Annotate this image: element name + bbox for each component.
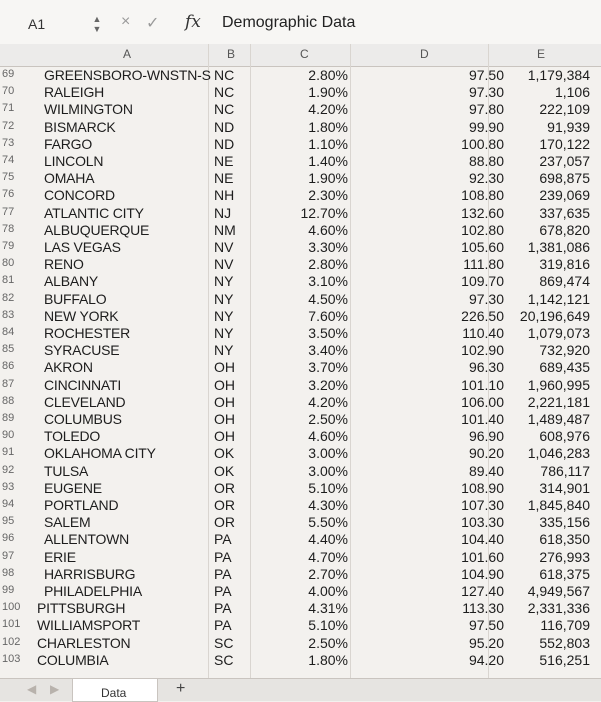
cell-state[interactable]: OR (214, 497, 235, 513)
table-row (0, 549, 601, 566)
cell-growth[interactable]: 3.00% (308, 462, 348, 479)
cell-index[interactable]: 101.10 (461, 376, 504, 393)
cell-population[interactable]: 20,196,649 (519, 307, 590, 324)
column-header-e[interactable]: E (537, 47, 546, 61)
cell-city[interactable]: LINCOLN (44, 153, 104, 169)
cell-growth[interactable]: 4.40% (308, 531, 348, 548)
cell-state[interactable]: PA (214, 565, 232, 582)
cell-population[interactable]: 552,803 (539, 634, 590, 651)
cell-growth[interactable]: 5.50% (308, 514, 348, 531)
cell-city[interactable]: LAS VEGAS (44, 239, 121, 255)
cell-growth[interactable]: 4.50% (308, 290, 348, 307)
cell-index[interactable]: 97.80 (468, 101, 504, 118)
cell-growth[interactable]: 5.10% (308, 479, 348, 496)
row-number[interactable]: 100 (2, 601, 21, 614)
row-number[interactable]: 75 (2, 171, 15, 184)
cell-index[interactable]: 102.80 (461, 221, 504, 238)
name-box[interactable]: A1 (28, 16, 46, 32)
cell-state[interactable]: NC (214, 101, 235, 118)
row-number[interactable]: 98 (2, 566, 15, 579)
cell-growth[interactable]: 1.90% (308, 84, 348, 101)
table-row (0, 342, 601, 359)
table-row (0, 359, 601, 376)
cell-population[interactable]: 1,489,487 (527, 411, 590, 427)
cell-city[interactable]: ALBANY (44, 273, 99, 290)
table-row (0, 291, 601, 308)
cell-state[interactable]: OH (214, 428, 235, 445)
cell-population[interactable]: 239,069 (539, 187, 590, 204)
cell-population[interactable]: 1,845,840 (527, 497, 590, 513)
table-row (0, 566, 601, 583)
cell-grid (0, 66, 601, 678)
row-number[interactable]: 71 (2, 102, 15, 115)
row-number[interactable]: 95 (2, 515, 15, 528)
row-number[interactable]: 89 (2, 412, 15, 424)
cell-state[interactable]: PA (214, 531, 232, 548)
cell-city[interactable]: SALEM (44, 514, 91, 531)
cell-city[interactable]: ALBUQUERQUE (44, 221, 150, 238)
table-row (0, 239, 601, 256)
cell-growth[interactable]: 4.60% (308, 428, 348, 445)
cell-city[interactable]: RENO (44, 256, 84, 273)
cell-growth[interactable]: 2.50% (308, 634, 348, 651)
table-row (0, 428, 601, 445)
cell-index[interactable]: 226.50 (461, 307, 504, 324)
cell-index[interactable]: 103.30 (461, 514, 504, 531)
row-number[interactable]: 72 (2, 119, 15, 132)
row-number[interactable]: 73 (2, 136, 15, 149)
cell-growth[interactable]: 3.00% (308, 445, 348, 462)
cell-state[interactable]: OH (214, 376, 235, 393)
cell-growth[interactable]: 3.20% (308, 376, 348, 393)
cell-state[interactable]: NV (214, 239, 234, 255)
cell-city[interactable]: OMAHA (44, 170, 95, 187)
row-number[interactable]: 81 (2, 274, 15, 287)
cell-city[interactable]: EUGENE (44, 479, 102, 496)
cell-state[interactable]: OR (214, 514, 235, 531)
cell-growth[interactable]: 2.50% (308, 411, 348, 427)
cell-population[interactable]: 2,221,181 (527, 393, 590, 410)
cell-state[interactable]: PA (214, 548, 232, 565)
cell-population[interactable]: 276,993 (539, 548, 590, 565)
cell-state[interactable]: OH (214, 393, 235, 410)
table-row (0, 514, 601, 531)
cell-city[interactable]: RALEIGH (44, 84, 105, 101)
cell-city[interactable]: PITTSBURGH (37, 600, 126, 617)
row-number[interactable]: 87 (2, 377, 15, 390)
cell-population[interactable]: 516,251 (539, 651, 590, 668)
cell-growth[interactable]: 4.20% (308, 101, 348, 118)
table-row (0, 617, 601, 634)
cell-city[interactable]: CINCINNATI (44, 376, 122, 393)
row-number[interactable]: 78 (2, 222, 15, 235)
cell-population[interactable]: 170,122 (539, 135, 590, 152)
cell-growth[interactable]: 3.30% (308, 239, 348, 255)
column-header-b[interactable]: B (227, 47, 236, 61)
table-row (0, 411, 601, 428)
row-number[interactable]: 102 (2, 635, 21, 648)
cell-city[interactable]: ALLENTOWN (44, 531, 130, 548)
column-header-c[interactable]: C (300, 47, 309, 61)
cell-index[interactable]: 95.20 (468, 634, 504, 651)
cell-population[interactable]: 314,901 (539, 479, 590, 496)
sheet-tab-label: Data (101, 686, 127, 700)
cell-index[interactable]: 97.50 (468, 67, 504, 83)
cell-state[interactable]: ND (214, 118, 235, 135)
cell-state[interactable]: NY (214, 307, 234, 324)
cell-state[interactable]: NY (214, 342, 234, 359)
row-number[interactable]: 74 (2, 154, 15, 166)
add-sheet-icon[interactable]: + (176, 680, 186, 697)
row-number[interactable]: 101 (2, 618, 21, 631)
cell-index[interactable]: 111.80 (463, 256, 504, 273)
row-number[interactable]: 90 (2, 429, 15, 442)
row-number[interactable]: 79 (2, 240, 15, 252)
cell-state[interactable]: NY (214, 325, 234, 341)
cell-state[interactable]: NY (214, 273, 234, 290)
row-number[interactable]: 77 (2, 205, 15, 218)
cell-city[interactable]: ATLANTIC CITY (44, 204, 144, 221)
cell-state[interactable]: OK (214, 445, 235, 462)
cell-growth[interactable]: 3.50% (308, 325, 348, 341)
row-number[interactable]: 84 (2, 326, 15, 338)
cell-population[interactable]: 1,179,384 (527, 67, 590, 83)
cell-index[interactable]: 92.30 (468, 170, 504, 187)
formula-input[interactable]: Demographic Data (222, 14, 356, 31)
name-box-stepper-icon[interactable]: ▲▼ (92, 14, 102, 34)
table-row (0, 101, 601, 118)
cell-population[interactable]: 319,816 (539, 256, 590, 273)
cell-population[interactable]: 91,939 (547, 118, 590, 135)
cell-growth[interactable]: 4.60% (308, 221, 348, 238)
cell-state[interactable]: NH (214, 187, 235, 204)
cell-growth[interactable]: 3.70% (308, 359, 348, 376)
cell-index[interactable]: 101.40 (461, 411, 504, 427)
table-row (0, 308, 601, 325)
table-row (0, 445, 601, 462)
cell-index[interactable]: 97.30 (468, 84, 504, 101)
cell-index[interactable]: 89.40 (468, 462, 504, 479)
cell-growth[interactable]: 1.80% (308, 651, 348, 668)
cell-city[interactable]: BUFFALO (44, 290, 107, 307)
cell-state[interactable]: NC (214, 67, 235, 83)
cell-index[interactable]: 94.20 (468, 651, 504, 668)
cell-state[interactable]: NM (214, 221, 236, 238)
table-row (0, 153, 601, 170)
table-row (0, 170, 601, 187)
table-row (0, 600, 601, 617)
cell-growth[interactable]: 1.10% (308, 135, 348, 152)
cell-city[interactable]: CHARLESTON (37, 634, 131, 651)
cell-city[interactable]: COLUMBIA (37, 651, 109, 668)
table-row (0, 205, 601, 222)
cell-state[interactable]: NC (214, 84, 235, 101)
cell-index[interactable]: 96.30 (468, 359, 504, 376)
row-number[interactable]: 103 (2, 652, 21, 665)
cell-population[interactable]: 237,057 (539, 153, 590, 169)
cell-population[interactable]: 4,949,567 (527, 583, 590, 599)
cell-city[interactable]: GREENSBORO-WNSTN-S (44, 67, 211, 83)
cell-index[interactable]: 90.20 (468, 445, 504, 462)
table-row (0, 652, 601, 669)
cell-state[interactable]: SC (214, 634, 234, 651)
cell-population[interactable]: 732,920 (539, 342, 590, 359)
row-number[interactable]: 99 (2, 584, 15, 596)
cell-city[interactable]: ERIE (44, 548, 76, 565)
cell-index[interactable]: 100.80 (461, 135, 504, 152)
cell-state[interactable]: PA (214, 617, 232, 634)
cell-city[interactable]: TULSA (44, 462, 89, 479)
cell-population[interactable]: 116,709 (540, 617, 590, 634)
cell-index[interactable]: 99.90 (468, 118, 504, 135)
cell-city[interactable]: WILMINGTON (44, 101, 133, 118)
row-number[interactable]: 70 (2, 85, 15, 98)
cell-growth[interactable]: 4.70% (308, 548, 348, 565)
cell-state[interactable]: NJ (214, 204, 232, 221)
row-number[interactable]: 86 (2, 360, 15, 373)
table-row (0, 136, 601, 153)
next-sheet-icon[interactable]: ▶ (50, 682, 60, 696)
column-header-d[interactable]: D (420, 47, 429, 61)
formula-bar (0, 0, 601, 45)
sheet-tab-data[interactable] (72, 679, 158, 702)
cell-index[interactable]: 96.90 (468, 428, 504, 445)
cell-growth[interactable]: 1.80% (308, 118, 348, 135)
table-row (0, 394, 601, 411)
cell-growth[interactable]: 4.00% (308, 583, 348, 599)
column-header-a[interactable]: A (123, 47, 132, 61)
cell-population[interactable]: 335,156 (539, 514, 590, 531)
cell-index[interactable]: 97.30 (468, 290, 504, 307)
cell-index[interactable]: 107.30 (461, 497, 504, 513)
cell-population[interactable]: 689,435 (539, 359, 590, 376)
row-number[interactable]: 82 (2, 291, 15, 304)
cell-growth[interactable]: 3.40% (308, 342, 348, 359)
cell-state[interactable]: PA (214, 600, 232, 617)
cell-state[interactable]: OH (214, 359, 235, 376)
table-row (0, 377, 601, 394)
row-number[interactable]: 85 (2, 343, 15, 356)
cell-growth[interactable]: 2.70% (308, 565, 348, 582)
cell-growth[interactable]: 3.10% (308, 273, 348, 290)
cell-state[interactable]: OH (214, 411, 235, 427)
table-row (0, 67, 601, 84)
cell-growth[interactable]: 1.40% (308, 153, 348, 169)
cell-city[interactable]: TOLEDO (44, 428, 101, 445)
table-row (0, 480, 601, 497)
cell-state[interactable]: OK (214, 462, 235, 479)
cell-population[interactable]: 618,375 (539, 565, 590, 582)
column-header-bar (0, 44, 601, 67)
cell-growth[interactable]: 7.60% (308, 307, 348, 324)
cell-growth[interactable]: 2.30% (308, 187, 348, 204)
row-number[interactable]: 88 (2, 394, 15, 407)
cell-growth[interactable]: 5.10% (308, 617, 348, 634)
cell-population[interactable]: 1,381,086 (527, 239, 590, 255)
cell-state[interactable]: ND (214, 135, 235, 152)
row-number[interactable]: 83 (2, 308, 15, 321)
cell-population[interactable]: 618,350 (539, 531, 590, 548)
cell-city[interactable]: FARGO (44, 135, 93, 152)
table-row (0, 119, 601, 136)
cell-population[interactable]: 2,331,336 (527, 600, 590, 617)
cell-state[interactable]: NY (214, 290, 234, 307)
table-row (0, 463, 601, 480)
row-number[interactable]: 94 (2, 498, 15, 510)
cell-city[interactable]: OKLAHOMA CITY (44, 445, 156, 462)
cell-state[interactable]: NV (214, 256, 234, 273)
row-number[interactable]: 92 (2, 463, 15, 476)
cell-index[interactable]: 101.60 (461, 548, 504, 565)
cancel-icon[interactable]: × (121, 13, 131, 30)
table-row (0, 497, 601, 514)
cell-population[interactable]: 1,079,073 (527, 325, 590, 341)
cell-city[interactable]: NEW YORK (44, 307, 119, 324)
cell-growth[interactable]: 2.80% (308, 256, 348, 273)
cell-city[interactable]: PHILADELPHIA (44, 583, 142, 599)
cell-index[interactable]: 132.60 (461, 204, 504, 221)
cell-city[interactable]: ROCHESTER (44, 325, 131, 341)
cell-population[interactable]: 678,820 (539, 221, 590, 238)
check-icon[interactable]: ✓ (146, 15, 160, 32)
cell-population[interactable]: 1,046,283 (527, 445, 590, 462)
cell-population[interactable]: 222,109 (539, 101, 590, 118)
table-row (0, 635, 601, 652)
cell-city[interactable]: HARRISBURG (44, 565, 136, 582)
sheet-tab-bar (0, 678, 601, 701)
row-number[interactable]: 93 (2, 480, 15, 493)
row-number[interactable]: 96 (2, 532, 15, 545)
cell-state[interactable]: SC (214, 651, 234, 668)
cell-population[interactable]: 337,635 (539, 204, 590, 221)
cell-state[interactable]: PA (214, 583, 232, 599)
cell-index[interactable]: 113.30 (462, 600, 504, 617)
cell-city[interactable]: BISMARCK (44, 118, 116, 135)
cell-index[interactable]: 108.90 (461, 479, 504, 496)
cell-index[interactable]: 106.00 (461, 393, 504, 410)
cell-growth[interactable]: 12.70% (300, 204, 348, 221)
cell-city[interactable]: CLEVELAND (44, 393, 126, 410)
cell-population[interactable]: 698,875 (539, 170, 590, 187)
table-row (0, 222, 601, 239)
cell-index[interactable]: 127.40 (461, 583, 504, 599)
cell-growth[interactable]: 4.20% (308, 393, 348, 410)
cell-city[interactable]: COLUMBUS (44, 411, 122, 427)
row-number[interactable]: 91 (2, 446, 15, 459)
cell-city[interactable]: SYRACUSE (44, 342, 120, 359)
cell-index[interactable]: 104.40 (461, 531, 504, 548)
row-number[interactable]: 69 (2, 68, 15, 80)
cell-population[interactable]: 786,117 (540, 462, 590, 479)
cell-index[interactable]: 88.80 (468, 153, 504, 169)
cell-city[interactable]: PORTLAND (44, 497, 119, 513)
previous-sheet-icon[interactable]: ◀ (27, 682, 37, 696)
cell-index[interactable]: 102.90 (461, 342, 504, 359)
cell-state[interactable]: OR (214, 479, 235, 496)
cell-city[interactable]: WILLIAMSPORT (37, 617, 141, 634)
table-row (0, 187, 601, 204)
table-row (0, 273, 601, 290)
cell-growth[interactable]: 1.90% (308, 170, 348, 187)
table-row (0, 84, 601, 101)
cell-state[interactable]: NE (214, 170, 234, 187)
table-row (0, 256, 601, 273)
cell-index[interactable]: 104.90 (461, 565, 504, 582)
cell-population[interactable]: 1,142,121 (527, 290, 590, 307)
cell-growth[interactable]: 4.30% (308, 497, 348, 513)
table-row (0, 325, 601, 342)
cell-population[interactable]: 608,976 (539, 428, 590, 445)
table-row (0, 583, 601, 600)
cell-index[interactable]: 109.70 (461, 273, 504, 290)
cell-city[interactable]: CONCORD (44, 187, 115, 204)
table-row (0, 531, 601, 548)
cell-growth[interactable]: 4.31% (308, 600, 348, 617)
cell-growth[interactable]: 2.80% (308, 67, 348, 83)
cell-population[interactable]: 1,960,995 (527, 376, 590, 393)
row-number[interactable]: 80 (2, 257, 15, 270)
cell-index[interactable]: 108.80 (461, 187, 504, 204)
row-number[interactable]: 97 (2, 549, 15, 562)
row-number[interactable]: 76 (2, 188, 15, 201)
cell-index[interactable]: 110.40 (462, 325, 504, 341)
function-icon[interactable]: fx (185, 12, 201, 32)
cell-state[interactable]: NE (214, 153, 234, 169)
cell-index[interactable]: 97.50 (468, 617, 504, 634)
cell-population[interactable]: 869,474 (539, 273, 590, 290)
cell-population[interactable]: 1,106 (554, 84, 590, 101)
cell-city[interactable]: AKRON (44, 359, 93, 376)
cell-index[interactable]: 105.60 (461, 239, 504, 255)
